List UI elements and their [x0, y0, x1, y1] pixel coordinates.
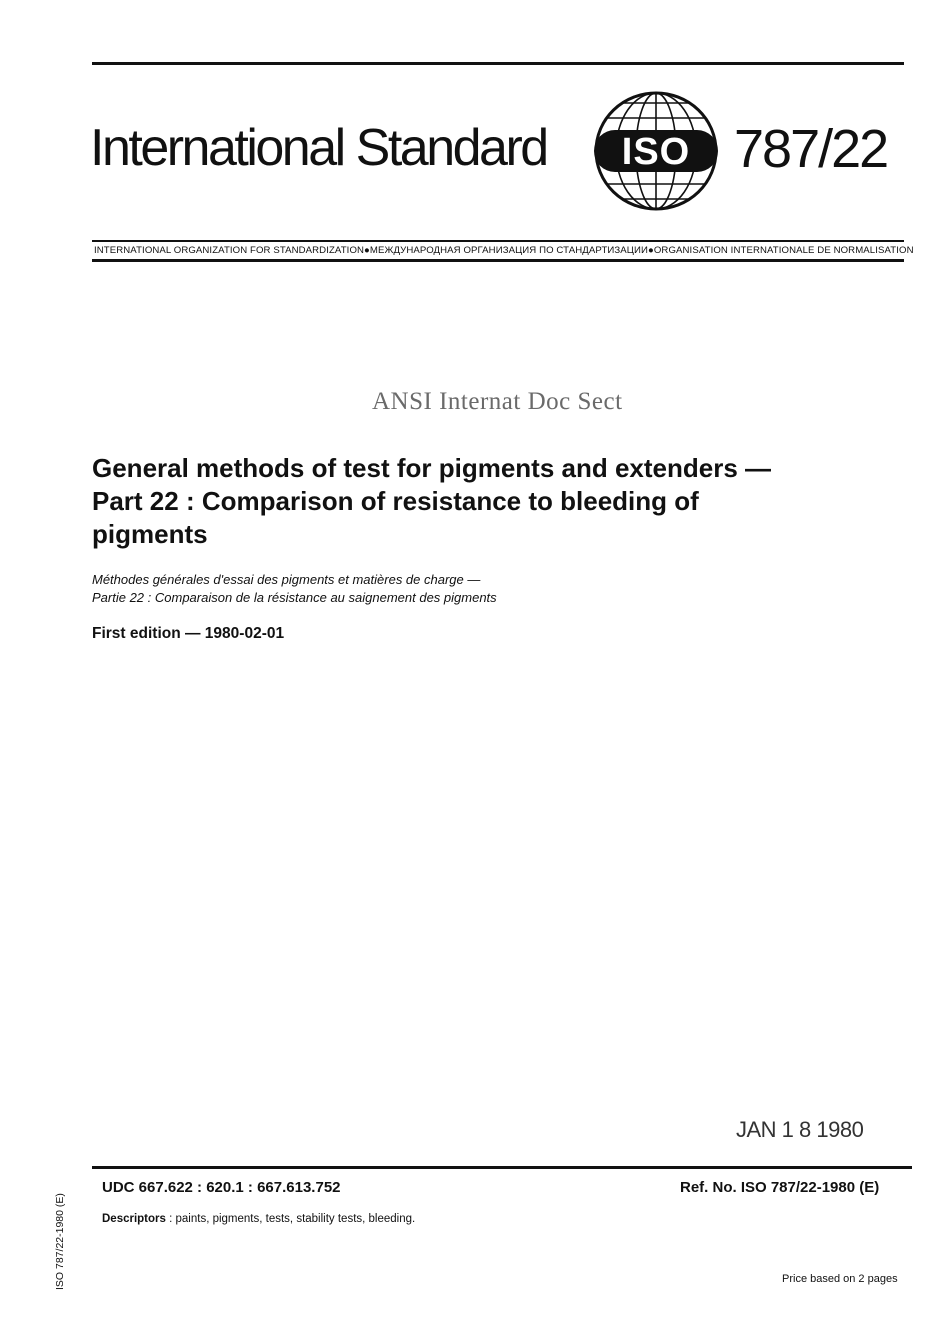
document-number: 787/22 — [734, 119, 888, 179]
descriptors-text: : paints, pigments, tests, stability tests, bleeding. — [165, 1213, 416, 1225]
french-title-line: Partie 22 : Comparaison de la résistance au saignement des pigments — [92, 590, 497, 605]
organization-line: INTERNATIONAL ORGANIZATION FOR STANDARDIZATION●МЕЖДУНАРОДНАЯ ОРГАНИЗАЦИЯ ПО СТАНДАРТИЗАЦИИ●ORGANISATION INTERNATIONALE DE NORMALISATION — [94, 245, 914, 256]
document-title — [92, 452, 892, 551]
descriptors-label: Descriptors — [102, 1213, 166, 1225]
header-title: International Standard — [90, 119, 547, 177]
org-line-bottom-rule — [92, 259, 904, 262]
ansi-stamp: ANSI Internat Doc Sect — [372, 388, 623, 415]
udc-code: UDC 667.622 : 620.1 : 667.613.752 — [102, 1179, 341, 1196]
title-line: General methods of test for pigments and extenders — — [92, 453, 772, 483]
iso-logo — [590, 88, 722, 214]
edition-line: First edition — 1980-02-01 — [92, 625, 285, 642]
reference-number: Ref. No. ISO 787/22-1980 (E) — [680, 1179, 880, 1196]
title-line: pigments — [92, 519, 208, 549]
org-line-top-rule — [92, 240, 904, 242]
top-rule — [92, 62, 904, 65]
price-note: Price based on 2 pages — [782, 1273, 898, 1285]
side-document-code: ISO 787/22-1980 (E) — [54, 1193, 66, 1290]
iso-logo-text: ISO — [621, 131, 691, 173]
french-title — [92, 571, 497, 607]
date-stamp: JAN 1 8 1980 — [736, 1117, 864, 1142]
descriptors — [102, 1213, 415, 1225]
footer-rule — [92, 1166, 912, 1169]
title-line: Part 22 : Comparison of resistance to bleeding of — [92, 486, 699, 516]
french-title-line: Méthodes générales d'essai des pigments et matières de charge — — [92, 572, 481, 587]
